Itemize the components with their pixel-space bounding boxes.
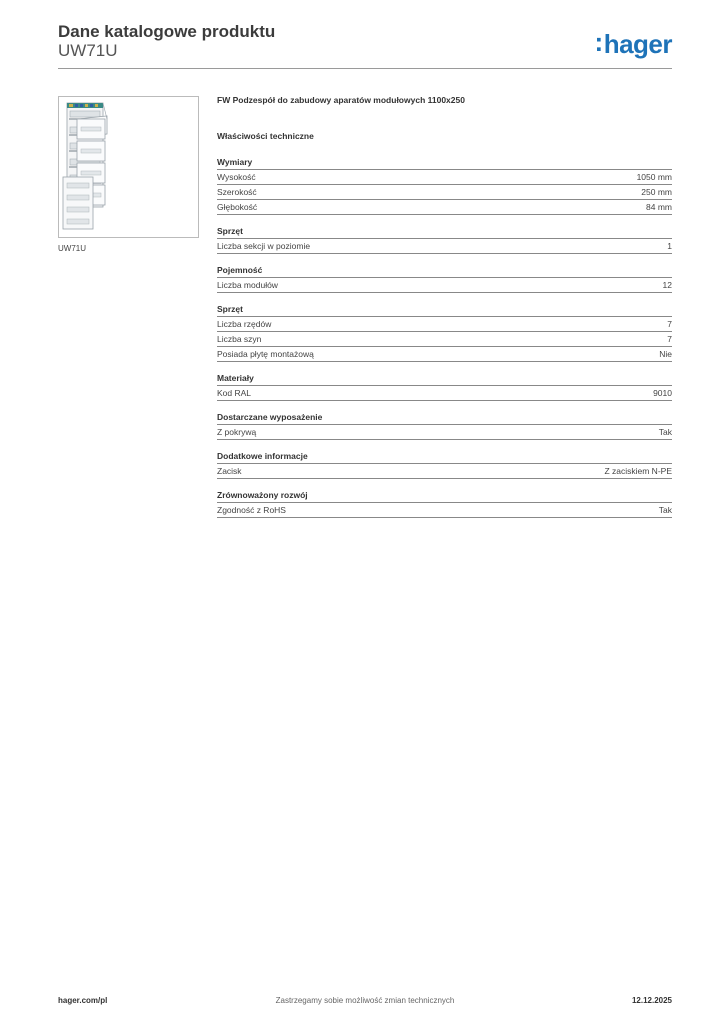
section-equipment-2 [217,303,672,362]
spec-value: 1050 mm [636,172,672,182]
product-image [58,96,199,238]
spec-label: Liczba modułów [217,280,278,290]
spec-row [217,332,672,347]
spec-label: Liczba sekcji w poziomie [217,241,311,251]
spec-value: 9010 [653,388,672,398]
section-materials [217,372,672,401]
enclosure-illustration [59,97,198,237]
spec-label: Z pokrywą [217,427,257,437]
spec-value: 84 mm [646,202,672,212]
spec-row [217,185,672,200]
spec-value: Z zaciskiem N-PE [604,466,672,476]
page-footer [58,996,672,1010]
technical-properties-title: Właściwości techniczne [217,131,314,141]
hager-logo: :hager [594,27,672,59]
spec-row [217,278,672,293]
spec-value: 7 [667,319,672,329]
spec-label: Głębokość [217,202,258,212]
spec-value: 12 [662,280,672,290]
spec-value: 1 [667,241,672,251]
product-code: UW71U [58,41,118,60]
product-details [217,94,672,518]
spec-row [217,347,672,362]
section-title: Sprzęt [217,303,672,317]
footer-website-link[interactable]: hager.com/pl [58,996,108,1005]
spec-value: 7 [667,334,672,344]
spec-label: Zacisk [217,466,242,476]
section-title: Zrównoważony rozwój [217,489,672,503]
spec-value: Tak [658,427,672,437]
section-title: Dodatkowe informacje [217,450,672,464]
section-title: Sprzęt [217,225,672,239]
spec-value: Tak [658,505,672,515]
spec-value: Nie [659,349,672,359]
footer-date: 12.12.2025 [631,996,672,1005]
spec-label: Liczba szyn [217,334,262,344]
section-dimensions [217,156,672,215]
document-title: Dane katalogowe produktu [58,22,276,41]
spec-row [217,317,672,332]
spec-label: Liczba rzędów [217,319,272,329]
section-supplied-equipment [217,411,672,440]
section-title: Wymiary [217,156,672,170]
spec-row [217,239,672,254]
spec-label: Posiada płytę montażową [217,349,314,359]
section-additional-info [217,450,672,479]
section-title: Dostarczane wyposażenie [217,411,672,425]
spec-label: Wysokość [217,172,256,182]
spec-row [217,386,672,401]
footer-note: Zastrzegamy sobie możliwość zmian technicznych [275,996,455,1005]
section-sustainability [217,489,672,518]
image-caption: UW71U [58,244,87,253]
spec-label: Kod RAL [217,388,252,398]
section-equipment [217,225,672,254]
spec-label: Szerokość [217,187,257,197]
section-title: Materiały [217,372,672,386]
section-capacity [217,264,672,293]
spec-row [217,170,672,185]
spec-row [217,200,672,215]
page-header [58,20,672,68]
spec-label: Zgodność z RoHS [217,505,286,515]
product-description: FW Podzespół do zabudowy aparatów modułowych 1100x250 [217,95,465,105]
header-divider [58,68,672,69]
spec-value: 250 mm [641,187,672,197]
spec-row [217,503,672,518]
spec-row [217,425,672,440]
spec-row [217,464,672,479]
section-title: Pojemność [217,264,672,278]
logo-text: hager [603,29,672,59]
